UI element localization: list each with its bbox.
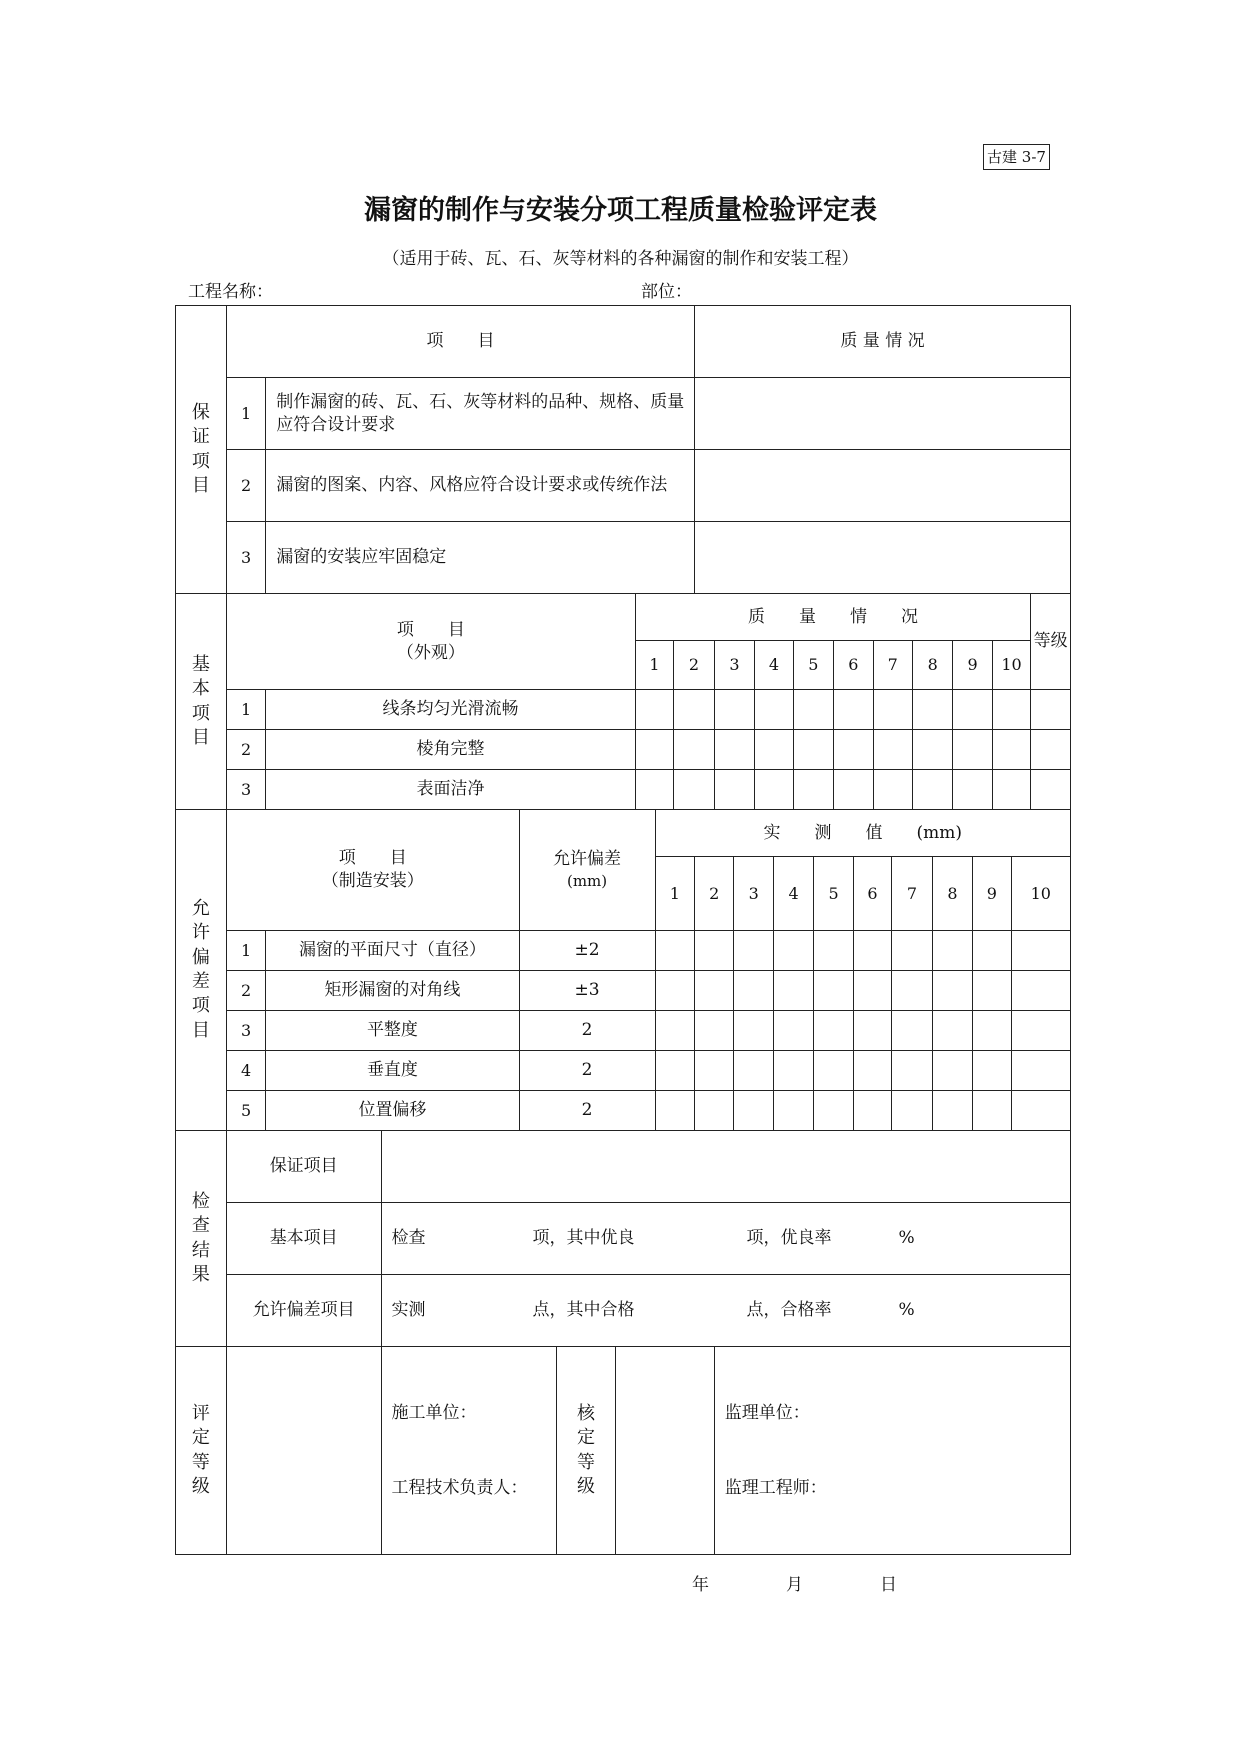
- deviation-measure-cell[interactable]: [853, 1011, 891, 1051]
- deviation-measure-cell[interactable]: [853, 971, 891, 1011]
- basic-row-text: 表面洁净: [266, 770, 636, 810]
- deviation-measure-cell[interactable]: [734, 1011, 773, 1051]
- deviation-col-number: 9: [973, 857, 1011, 931]
- supervision-unit-label: 监理单位：: [724, 1402, 810, 1423]
- guarantee-row-no: 2: [226, 450, 265, 522]
- basic-check-cell[interactable]: [834, 730, 873, 770]
- deviation-section-label: [176, 810, 227, 1131]
- basic-col-number: 9: [953, 641, 992, 690]
- deviation-measured-header: 实 测 值 (mm): [655, 810, 1070, 857]
- deviation-row-text: 位置偏移: [266, 1091, 519, 1131]
- deviation-measure-cell[interactable]: [973, 1091, 1011, 1131]
- deviation-measure-cell[interactable]: [773, 931, 813, 971]
- result-dev-mid: 点，其中合格: [532, 1300, 635, 1321]
- deviation-measure-cell[interactable]: [734, 1091, 773, 1131]
- basic-col-number: 5: [793, 641, 833, 690]
- basic-check-cell[interactable]: [674, 770, 715, 810]
- basic-check-cell[interactable]: [953, 690, 992, 730]
- date-year: 年: [692, 1575, 709, 1595]
- deviation-measure-cell[interactable]: [932, 1051, 972, 1091]
- deviation-measure-cell[interactable]: [1011, 931, 1070, 971]
- guarantee-quality-header: 质 量 情 况: [695, 306, 1071, 378]
- basic-check-cell[interactable]: [635, 730, 673, 770]
- basic-check-cell[interactable]: [873, 730, 912, 770]
- result-section-label: [176, 1131, 227, 1347]
- deviation-measure-cell[interactable]: [892, 1011, 932, 1051]
- basic-check-cell[interactable]: [635, 690, 673, 730]
- deviation-measure-cell[interactable]: [973, 931, 1011, 971]
- basic-check-cell[interactable]: [953, 770, 992, 810]
- deviation-row-tolerance: 2: [519, 1091, 655, 1131]
- result-dev-rate: 点，合格率: [746, 1300, 832, 1321]
- deviation-measure-cell[interactable]: [814, 1011, 853, 1051]
- result-basic-mid: 项，其中优良: [532, 1228, 635, 1249]
- deviation-row-text: 平整度: [266, 1011, 519, 1051]
- deviation-row-no: 1: [226, 931, 265, 971]
- verify-section-text: 核定等级: [577, 1402, 596, 1497]
- guarantee-row-no: 1: [226, 378, 265, 450]
- deviation-measure-cell[interactable]: [1011, 1091, 1070, 1131]
- basic-check-cell[interactable]: [834, 690, 873, 730]
- deviation-row-no: 2: [226, 971, 265, 1011]
- basic-item-header-title: 项 目: [396, 619, 465, 640]
- basic-check-cell[interactable]: [793, 730, 833, 770]
- guarantee-row-text: 漏窗的安装应牢固稳定: [266, 522, 695, 594]
- deviation-measure-cell[interactable]: [892, 971, 932, 1011]
- basic-col-number: 7: [873, 641, 912, 690]
- basic-check-cell[interactable]: [755, 730, 793, 770]
- evaluation-section-text: 评定等级: [191, 1402, 210, 1497]
- guarantee-row-no: 3: [226, 522, 265, 594]
- deviation-measure-cell[interactable]: [814, 971, 853, 1011]
- deviation-row-tolerance: ±3: [519, 971, 655, 1011]
- deviation-measure-cell[interactable]: [932, 931, 972, 971]
- deviation-measure-cell[interactable]: [655, 1011, 695, 1051]
- deviation-measure-cell[interactable]: [814, 1091, 853, 1131]
- basic-check-cell[interactable]: [793, 770, 833, 810]
- deviation-measure-cell[interactable]: [932, 1091, 972, 1131]
- deviation-measure-cell[interactable]: [853, 1091, 891, 1131]
- result-guarantee-label: 保证项目: [226, 1131, 381, 1203]
- date-day: 日: [880, 1575, 897, 1595]
- deviation-measure-cell[interactable]: [892, 931, 932, 971]
- deviation-measure-cell[interactable]: [695, 931, 734, 971]
- result-basic-pct: %: [898, 1228, 915, 1249]
- guarantee-row-text: 漏窗的图案、内容、风格应符合设计要求或传统作法: [266, 450, 695, 522]
- deviation-measure-cell[interactable]: [814, 931, 853, 971]
- result-basic-check: 检查: [391, 1228, 426, 1249]
- deviation-measure-cell[interactable]: [773, 1051, 813, 1091]
- verify-grade-value[interactable]: [616, 1347, 715, 1555]
- deviation-measure-cell[interactable]: [734, 971, 773, 1011]
- construction-sign-block: [381, 1347, 556, 1555]
- deviation-col-number: 8: [932, 857, 972, 931]
- deviation-row-text: 矩形漏窗的对角线: [266, 971, 519, 1011]
- deviation-row-tolerance: 2: [519, 1051, 655, 1091]
- result-section-text: 检查结果: [191, 1190, 210, 1285]
- deviation-measure-cell[interactable]: [655, 931, 695, 971]
- deviation-measure-cell[interactable]: [655, 971, 695, 1011]
- evaluation-section-label: [176, 1347, 227, 1555]
- evaluation-grade-value[interactable]: [226, 1347, 381, 1555]
- deviation-col-number: 4: [773, 857, 813, 931]
- basic-check-cell[interactable]: [992, 690, 1030, 730]
- result-dev-check: 实测: [391, 1300, 426, 1321]
- deviation-measure-cell[interactable]: [973, 1011, 1011, 1051]
- date-month: 月: [786, 1575, 803, 1595]
- basic-grade-header: 等级: [1031, 594, 1071, 690]
- basic-check-cell[interactable]: [992, 730, 1030, 770]
- deviation-col-number: 7: [892, 857, 932, 931]
- deviation-measure-cell[interactable]: [773, 1091, 813, 1131]
- deviation-item-header-title: 项 目: [338, 848, 407, 869]
- basic-col-number: 6: [834, 641, 873, 690]
- basic-section-label: [176, 594, 227, 810]
- basic-row-text: 棱角完整: [266, 730, 636, 770]
- basic-check-cell[interactable]: [992, 770, 1030, 810]
- deviation-measure-cell[interactable]: [973, 1051, 1011, 1091]
- basic-col-number: 3: [714, 641, 754, 690]
- supervision-engineer-label: 监理工程师：: [724, 1477, 827, 1498]
- basic-check-cell[interactable]: [755, 770, 793, 810]
- basic-col-number: 2: [674, 641, 715, 690]
- result-guarantee-value[interactable]: [381, 1131, 1070, 1203]
- basic-check-cell[interactable]: [714, 690, 754, 730]
- deviation-measure-cell[interactable]: [892, 1051, 932, 1091]
- basic-row-no: 1: [226, 690, 265, 730]
- guarantee-row-text: 制作漏窗的砖、瓦、石、灰等材料的品种、规格、质量应符合设计要求: [266, 378, 695, 450]
- basic-check-cell[interactable]: [912, 770, 952, 810]
- guarantee-row-quality-cell[interactable]: [695, 378, 1071, 450]
- deviation-measure-cell[interactable]: [973, 971, 1011, 1011]
- basic-grade-cell[interactable]: [1031, 770, 1071, 810]
- deviation-measure-cell[interactable]: [655, 1091, 695, 1131]
- deviation-measure-cell[interactable]: [734, 1051, 773, 1091]
- verify-section-label: [556, 1347, 615, 1555]
- project-name-label: 工程名称：: [188, 282, 273, 302]
- deviation-tolerance-title: 允许偏差: [553, 849, 622, 870]
- deviation-row-tolerance: ±2: [519, 931, 655, 971]
- basic-check-cell[interactable]: [873, 770, 912, 810]
- result-basic-rate: 项，优良率: [746, 1228, 832, 1249]
- deviation-measure-cell[interactable]: [932, 1011, 972, 1051]
- construction-unit-label: 施工单位：: [391, 1402, 477, 1423]
- basic-check-cell[interactable]: [714, 730, 754, 770]
- deviation-row-no: 3: [226, 1011, 265, 1051]
- basic-check-cell[interactable]: [912, 690, 952, 730]
- basic-col-number: 10: [992, 641, 1030, 690]
- deviation-measure-cell[interactable]: [695, 1091, 734, 1131]
- evaluation-table: [175, 305, 1071, 1555]
- result-basic-value[interactable]: [381, 1203, 1070, 1275]
- deviation-row-tolerance: 2: [519, 1011, 655, 1051]
- deviation-col-number: 10: [1011, 857, 1070, 931]
- basic-check-cell[interactable]: [755, 690, 793, 730]
- deviation-col-number: 1: [655, 857, 695, 931]
- basic-row-text: 线条均匀光滑流畅: [266, 690, 636, 730]
- basic-grade-cell[interactable]: [1031, 690, 1071, 730]
- deviation-col-number: 2: [695, 857, 734, 931]
- basic-check-cell[interactable]: [674, 690, 715, 730]
- result-dev-pct: %: [898, 1300, 915, 1321]
- deviation-item-header: [226, 810, 519, 931]
- page-title: 漏窗的制作与安装分项工程质量检验评定表: [364, 195, 877, 226]
- basic-row-no: 2: [226, 730, 265, 770]
- deviation-col-number: 6: [853, 857, 891, 931]
- basic-col-number: 4: [755, 641, 793, 690]
- form-code: 古建 3-7: [983, 144, 1050, 170]
- deviation-section-text: 允许偏差项目: [191, 898, 210, 1041]
- guarantee-row-quality-cell[interactable]: [695, 450, 1071, 522]
- deviation-measure-cell[interactable]: [773, 1011, 813, 1051]
- page-subtitle: （适用于砖、瓦、石、灰等材料的各种漏窗的制作和安装工程）: [382, 249, 859, 269]
- result-deviation-value[interactable]: [381, 1275, 1070, 1347]
- basic-check-cell[interactable]: [714, 770, 754, 810]
- deviation-measure-cell[interactable]: [695, 1051, 734, 1091]
- guarantee-row-quality-cell[interactable]: [695, 522, 1071, 594]
- deviation-measure-cell[interactable]: [1011, 1011, 1070, 1051]
- basic-check-cell[interactable]: [674, 730, 715, 770]
- basic-check-cell[interactable]: [953, 730, 992, 770]
- deviation-measure-cell[interactable]: [814, 1051, 853, 1091]
- guarantee-section-label: [176, 306, 227, 594]
- deviation-measure-cell[interactable]: [892, 1091, 932, 1131]
- deviation-measure-cell[interactable]: [932, 971, 972, 1011]
- deviation-col-number: 3: [734, 857, 773, 931]
- result-basic-label: 基本项目: [226, 1203, 381, 1275]
- basic-row-no: 3: [226, 770, 265, 810]
- deviation-measure-cell[interactable]: [1011, 1051, 1070, 1091]
- deviation-row-text: 垂直度: [266, 1051, 519, 1091]
- tech-leader-label: 工程技术负责人：: [391, 1477, 528, 1498]
- supervision-sign-block: [714, 1347, 1070, 1555]
- deviation-measure-cell[interactable]: [1011, 971, 1070, 1011]
- deviation-measure-cell[interactable]: [695, 1011, 734, 1051]
- basic-col-number: 8: [912, 641, 952, 690]
- location-label: 部位：: [641, 282, 692, 302]
- deviation-measure-cell[interactable]: [853, 1051, 891, 1091]
- basic-item-header: [226, 594, 635, 690]
- basic-check-cell[interactable]: [873, 690, 912, 730]
- result-deviation-label: 允许偏差项目: [226, 1275, 381, 1347]
- deviation-measure-cell[interactable]: [734, 931, 773, 971]
- deviation-row-no: 4: [226, 1051, 265, 1091]
- deviation-measure-cell[interactable]: [773, 971, 813, 1011]
- deviation-measure-cell[interactable]: [695, 971, 734, 1011]
- basic-quality-header: 质 量 情 况: [635, 594, 1030, 641]
- basic-check-cell[interactable]: [793, 690, 833, 730]
- guarantee-section-text: 保证项目: [191, 401, 210, 496]
- basic-check-cell[interactable]: [635, 770, 673, 810]
- deviation-col-number: 5: [814, 857, 853, 931]
- basic-item-header-sub: （外观）: [396, 642, 465, 663]
- basic-grade-cell[interactable]: [1031, 730, 1071, 770]
- deviation-row-no: 5: [226, 1091, 265, 1131]
- basic-col-number: 1: [635, 641, 673, 690]
- deviation-item-header-sub: （制造安装）: [321, 871, 424, 891]
- basic-check-cell[interactable]: [912, 730, 952, 770]
- basic-section-text: 基本项目: [191, 653, 210, 748]
- deviation-tolerance-unit: (mm): [566, 872, 608, 891]
- basic-check-cell[interactable]: [834, 770, 873, 810]
- guarantee-item-header: 项 目: [226, 306, 694, 378]
- deviation-tolerance-header: [519, 810, 655, 931]
- deviation-measure-cell[interactable]: [655, 1051, 695, 1091]
- deviation-measure-cell[interactable]: [853, 931, 891, 971]
- deviation-row-text: 漏窗的平面尺寸（直径）: [266, 931, 519, 971]
